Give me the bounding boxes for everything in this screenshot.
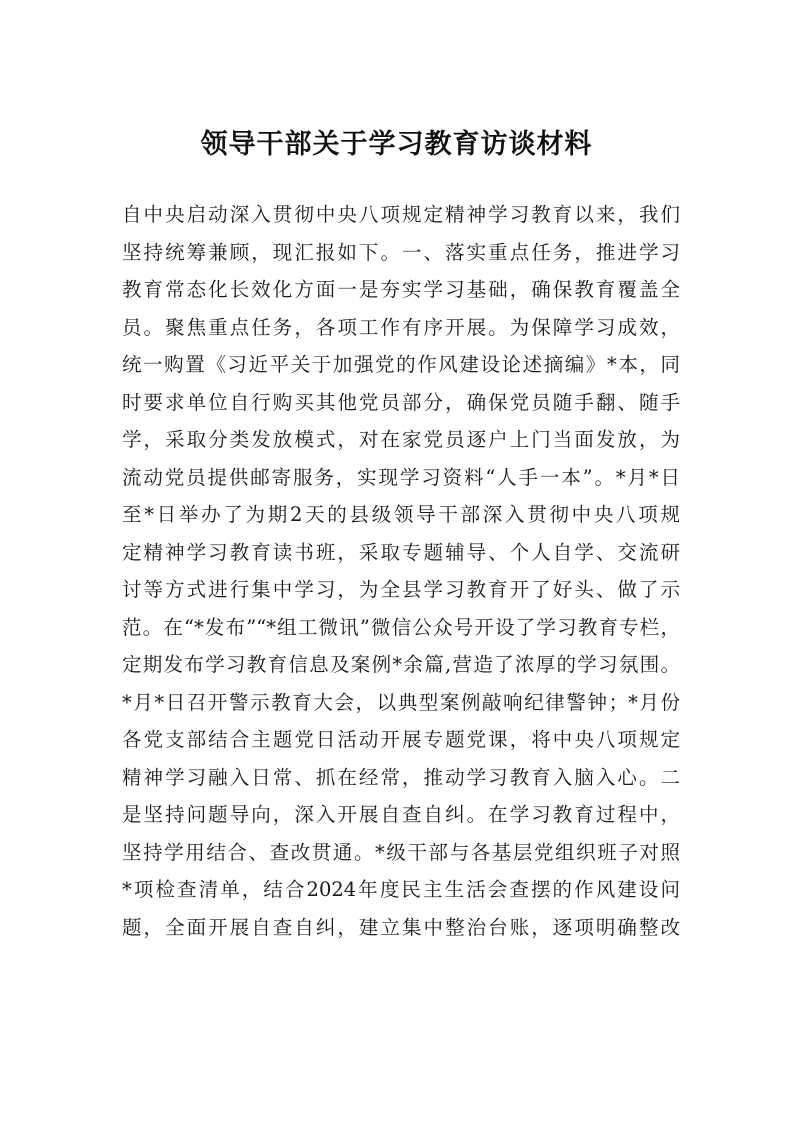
body-line-18: 坚持学用结合、查改贯通。*级干部与各基层党组织班子对照 [122,840,680,864]
body-line-13: 定期发布学习教育信息及案例*余篇,营造了浓厚的学习氛围。 [122,653,680,676]
body-line-15: 各党支部结合主题党日活动开展专题党课，将中央八项规定 [122,728,680,751]
body-line-17: 是坚持问题导向，深入开展自查自纠。在学习教育过程中， [122,803,680,826]
body-line-8: 流动党员提供邮寄服务，实现学习资料“人手一本”。*月*日 [122,465,680,489]
body-line-4: 员。聚焦重点任务，各项工作有序开展。为保障学习成效， [122,315,680,339]
body-line-12: 范。在“*发布”“*组工微讯”微信公众号开设了学习教育专栏， [122,615,680,639]
body-line-10: 定精神学习教育读书班，采取专题辅导、个人自学、交流研 [122,540,680,564]
body-line-9: 至*日举办了为期2天的县级领导干部深入贯彻中央八项规 [122,503,680,526]
body-line-20: 题，全面开展自查自纠，建立集中整治台账，逐项明确整改 [122,915,680,939]
body-line-1: 自中央启动深入贯彻中央八项规定精神学习教育以来，我们 [122,203,680,226]
body-line-14: *月*日召开警示教育大会，以典型案例敲响纪律警钟；*月份 [122,690,680,714]
body-line-16: 精神学习融入日常、抓在经常，推动学习教育入脑入心。二 [122,765,680,789]
body-line-19: *项检查清单，结合2024年度民主生活会查摆的作风建设问 [122,878,680,901]
body-line-5: 统一购置《习近平关于加强党的作风建设论述摘编》*本，同 [122,353,680,376]
body-line-2: 坚持统筹兼顾，现汇报如下。一、落实重点任务，推进学习 [122,240,680,264]
page-title: 领导干部关于学习教育访谈材料 [200,129,593,160]
body-line-6: 时要求单位自行购买其他党员部分，确保党员随手翻、随手 [122,390,680,414]
body-line-7: 学，采取分类发放模式，对在家党员逐户上门当面发放，为 [122,428,680,451]
body-line-3: 教育常态化长效化方面一是夯实学习基础，确保教育覆盖全 [122,278,680,301]
body-line-11: 讨等方式进行集中学习，为全县学习教育开了好头、做了示 [122,578,680,601]
document-body [122,196,680,946]
